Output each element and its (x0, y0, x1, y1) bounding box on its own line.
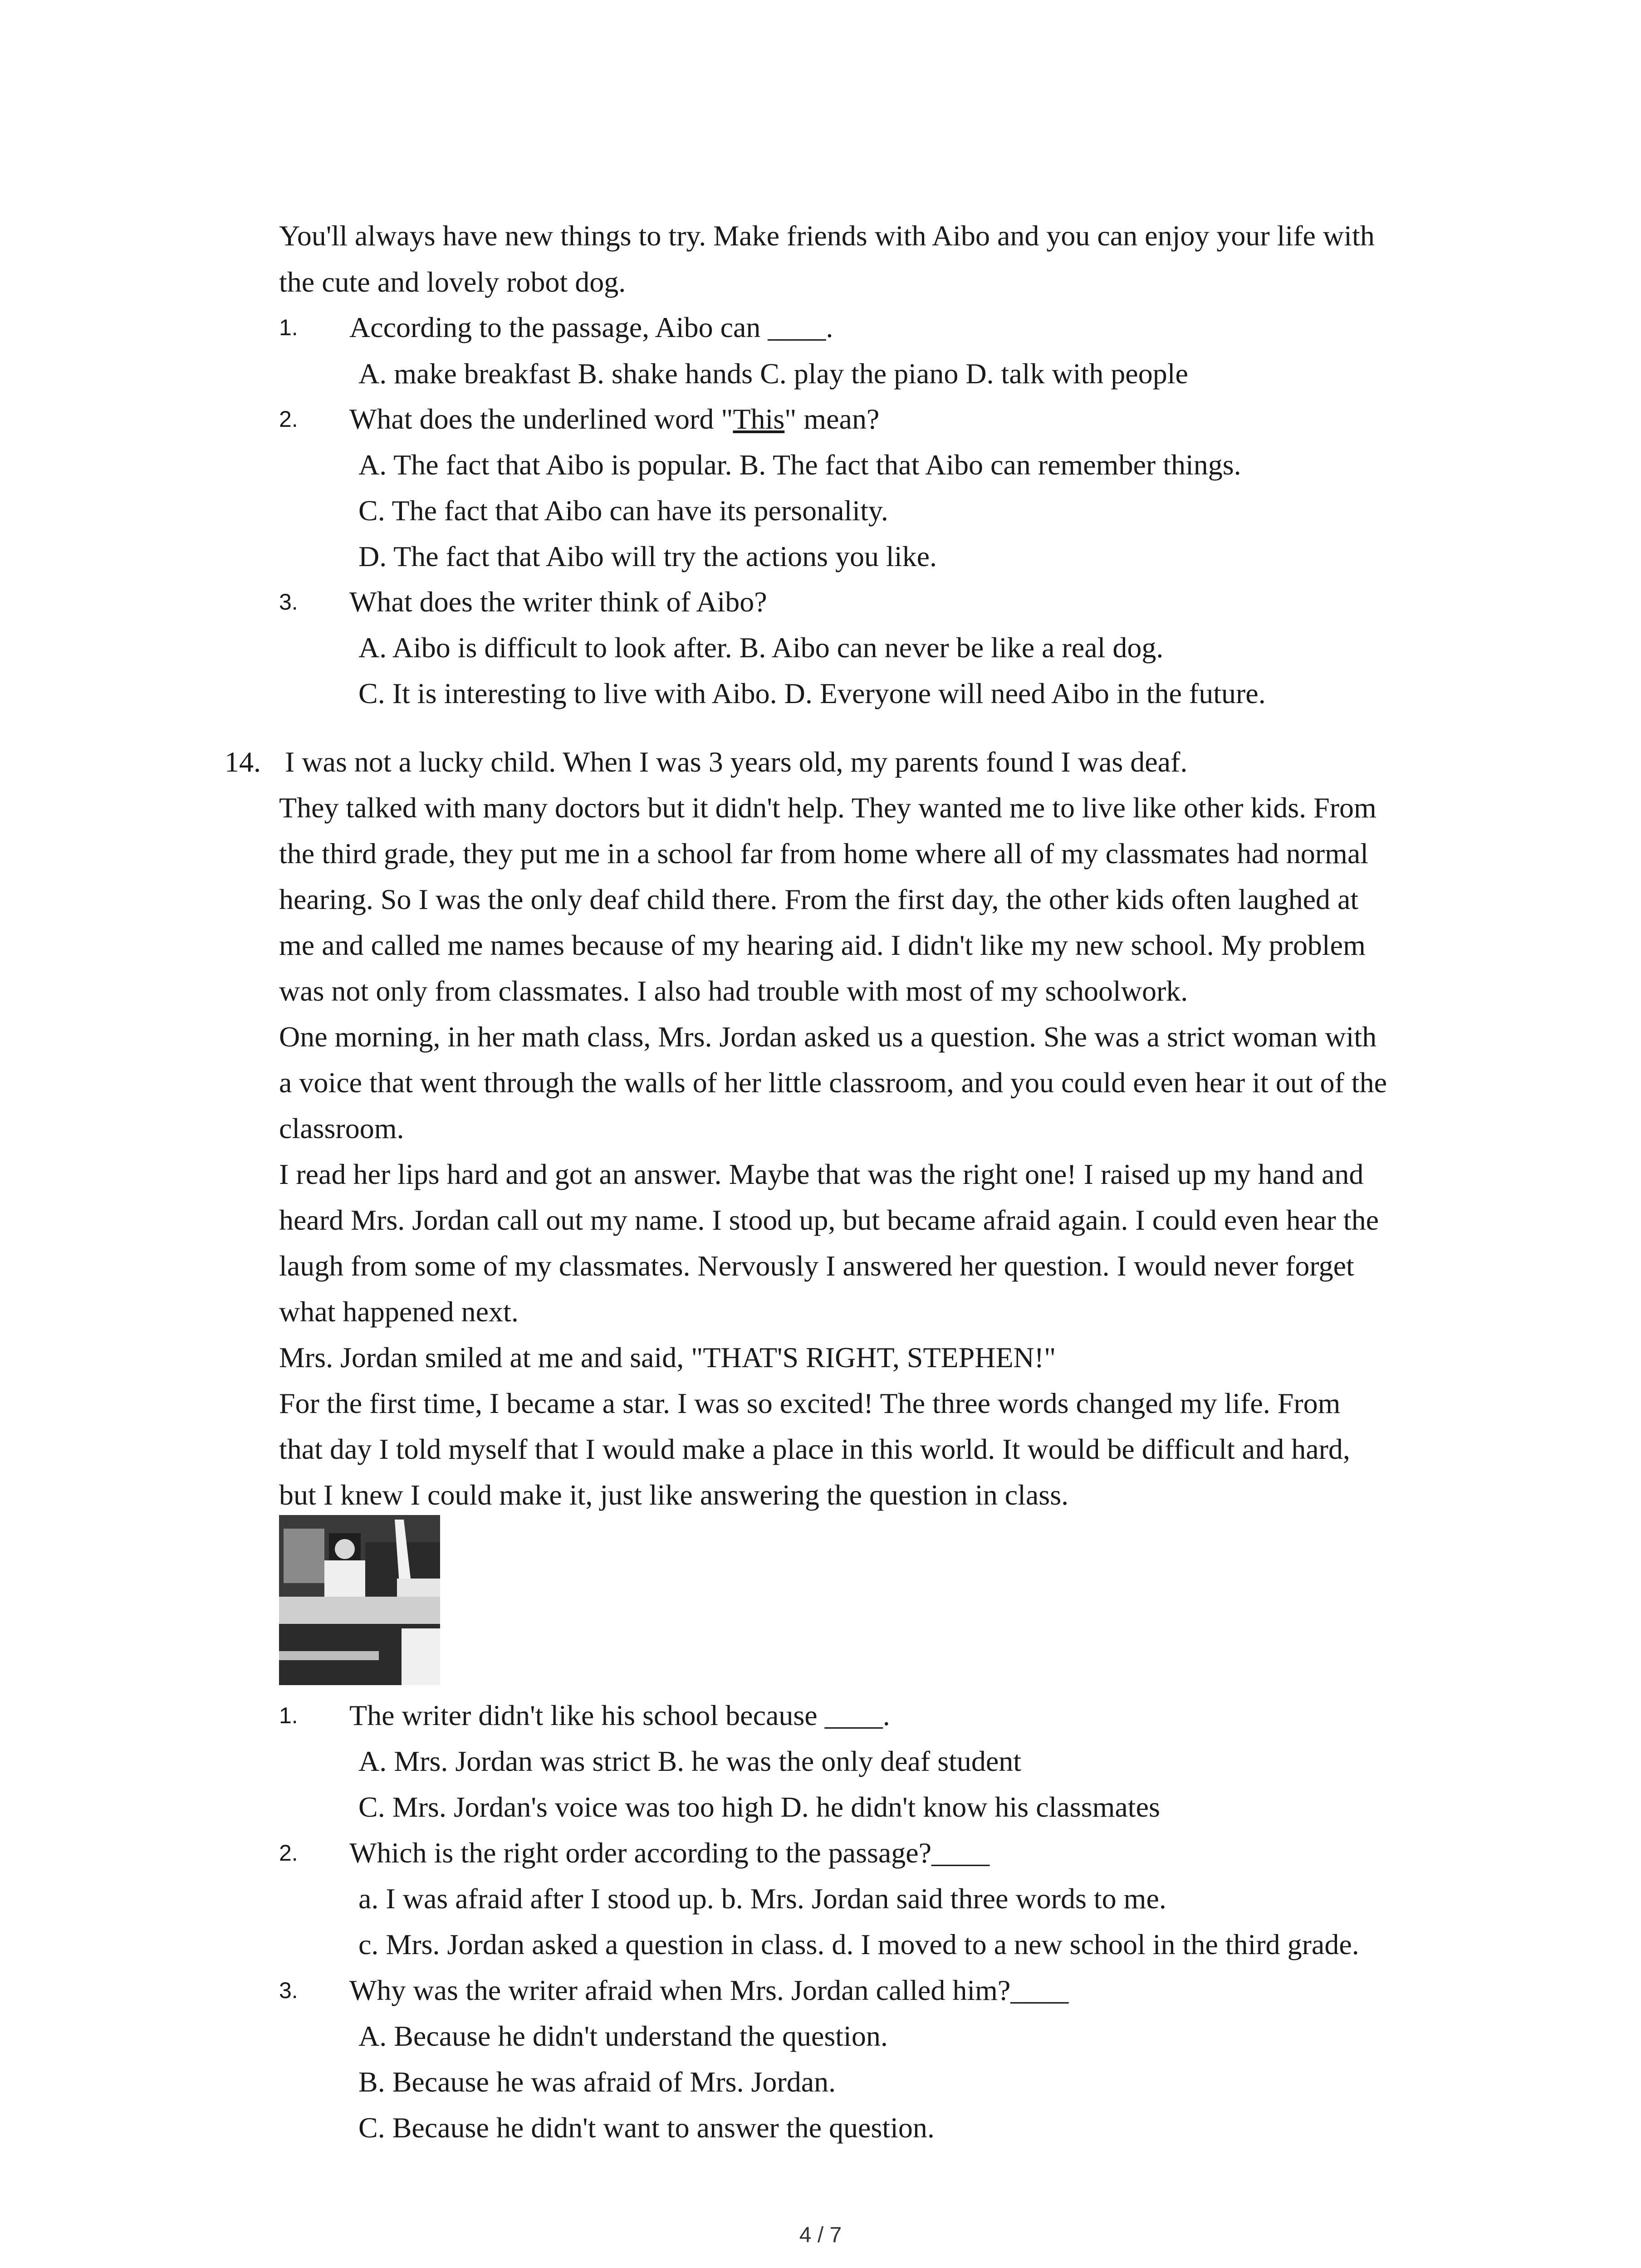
classroom-photo-drawing (279, 1515, 440, 1685)
section-number: 14. (225, 746, 261, 778)
question-text: What does the writer think of Aibo? (349, 586, 767, 618)
answer-options: C. Mrs. Jordan's voice was too high D. he didn't know his classmates (358, 1791, 1160, 1823)
question-number: 1. (279, 315, 298, 340)
passage-line: One morning, in her math class, Mrs. Jordan asked us a question. She was a strict woman with (279, 1021, 1377, 1053)
passage-line: me and called me names because of my hearing aid. I didn't like my new school. My problem (279, 929, 1366, 961)
page-number: 4 / 7 (799, 2223, 842, 2247)
passage-line: hearing. So I was the only deaf child there. From the first day, the other kids often laughed at (279, 883, 1359, 915)
question-number: 2. (279, 406, 298, 432)
answer-options: A. The fact that Aibo is popular. B. The fact that Aibo can remember things. (358, 449, 1241, 481)
answer-options: C. Because he didn't want to answer the question. (358, 2112, 935, 2144)
passage-line: You'll always have new things to try. Make friends with Aibo and you can enjoy your life with (279, 220, 1375, 252)
passage-line: the cute and lovely robot dog. (279, 266, 626, 298)
answer-options: A. Aibo is difficult to look after. B. Aibo can never be like a real dog. (358, 631, 1164, 664)
classroom-photo (279, 1515, 440, 1685)
passage-line: the third grade, they put me in a school far from home where all of my classmates had normal (279, 837, 1369, 870)
passage-line: Mrs. Jordan smiled at me and said, "THAT'S RIGHT, STEPHEN!" (279, 1341, 1056, 1374)
passage-line: They talked with many doctors but it didn't help. They wanted me to live like other kids. From (279, 792, 1376, 824)
passage-line: heard Mrs. Jordan call out my name. I stood up, but became afraid again. I could even hear the (279, 1204, 1379, 1236)
question-text (349, 401, 879, 437)
passage-line: that day I told myself that I would make a place in this world. It would be difficult and hard, (279, 1433, 1350, 1465)
question-number: 3. (279, 1978, 298, 2003)
passage-line: what happened next. (279, 1295, 519, 1328)
underlined-word: This (733, 403, 785, 435)
question-text: The writer didn't like his school because ____. (349, 1699, 890, 1731)
question-text: Why was the writer afraid when Mrs. Jordan called him?____ (349, 1974, 1069, 2006)
answer-options: a. I was afraid after I stood up. b. Mrs. Jordan said three words to me. (358, 1882, 1166, 1915)
answer-options: C. It is interesting to live with Aibo. D. Everyone will need Aibo in the future. (358, 677, 1266, 709)
question-text-after: " mean? (784, 403, 880, 435)
question-text: According to the passage, Aibo can ____. (349, 311, 833, 343)
passage-line: classroom. (279, 1112, 404, 1144)
passage-line: was not only from classmates. I also had trouble with most of my schoolwork. (279, 975, 1188, 1007)
passage-line: a voice that went through the walls of her little classroom, and you could even hear it out of the (279, 1066, 1387, 1099)
passage-line: I read her lips hard and got an answer. Maybe that was the right one! I raised up my hand and (279, 1158, 1364, 1190)
answer-options: A. make breakfast B. shake hands C. play the piano D. talk with people (358, 357, 1188, 390)
question-number: 2. (279, 1840, 298, 1866)
passage-line: For the first time, I became a star. I was so excited! The three words changed my life. From (279, 1387, 1341, 1419)
answer-options: A. Mrs. Jordan was strict B. he was the only deaf student (358, 1745, 1022, 1777)
question-number: 3. (279, 589, 298, 615)
passage-first-line: I was not a lucky child. When I was 3 years old, my parents found I was deaf. (285, 746, 1188, 778)
passage-line: but I knew I could make it, just like answering the question in class. (279, 1479, 1069, 1511)
question-text-before: What does the underlined word " (349, 403, 733, 435)
answer-options: C. The fact that Aibo can have its personality. (358, 494, 888, 527)
answer-options: c. Mrs. Jordan asked a question in class. d. I moved to a new school in the third grade. (358, 1928, 1359, 1960)
answer-options: B. Because he was afraid of Mrs. Jordan. (358, 2066, 836, 2098)
answer-options: D. The fact that Aibo will try the actions you like. (358, 540, 937, 572)
question-number: 1. (279, 1703, 298, 1728)
answer-options: A. Because he didn't understand the question. (358, 2020, 888, 2052)
passage-line: laugh from some of my classmates. Nervously I answered her question. I would never forget (279, 1250, 1354, 1282)
question-text: Which is the right order according to the passage?____ (349, 1837, 990, 1869)
